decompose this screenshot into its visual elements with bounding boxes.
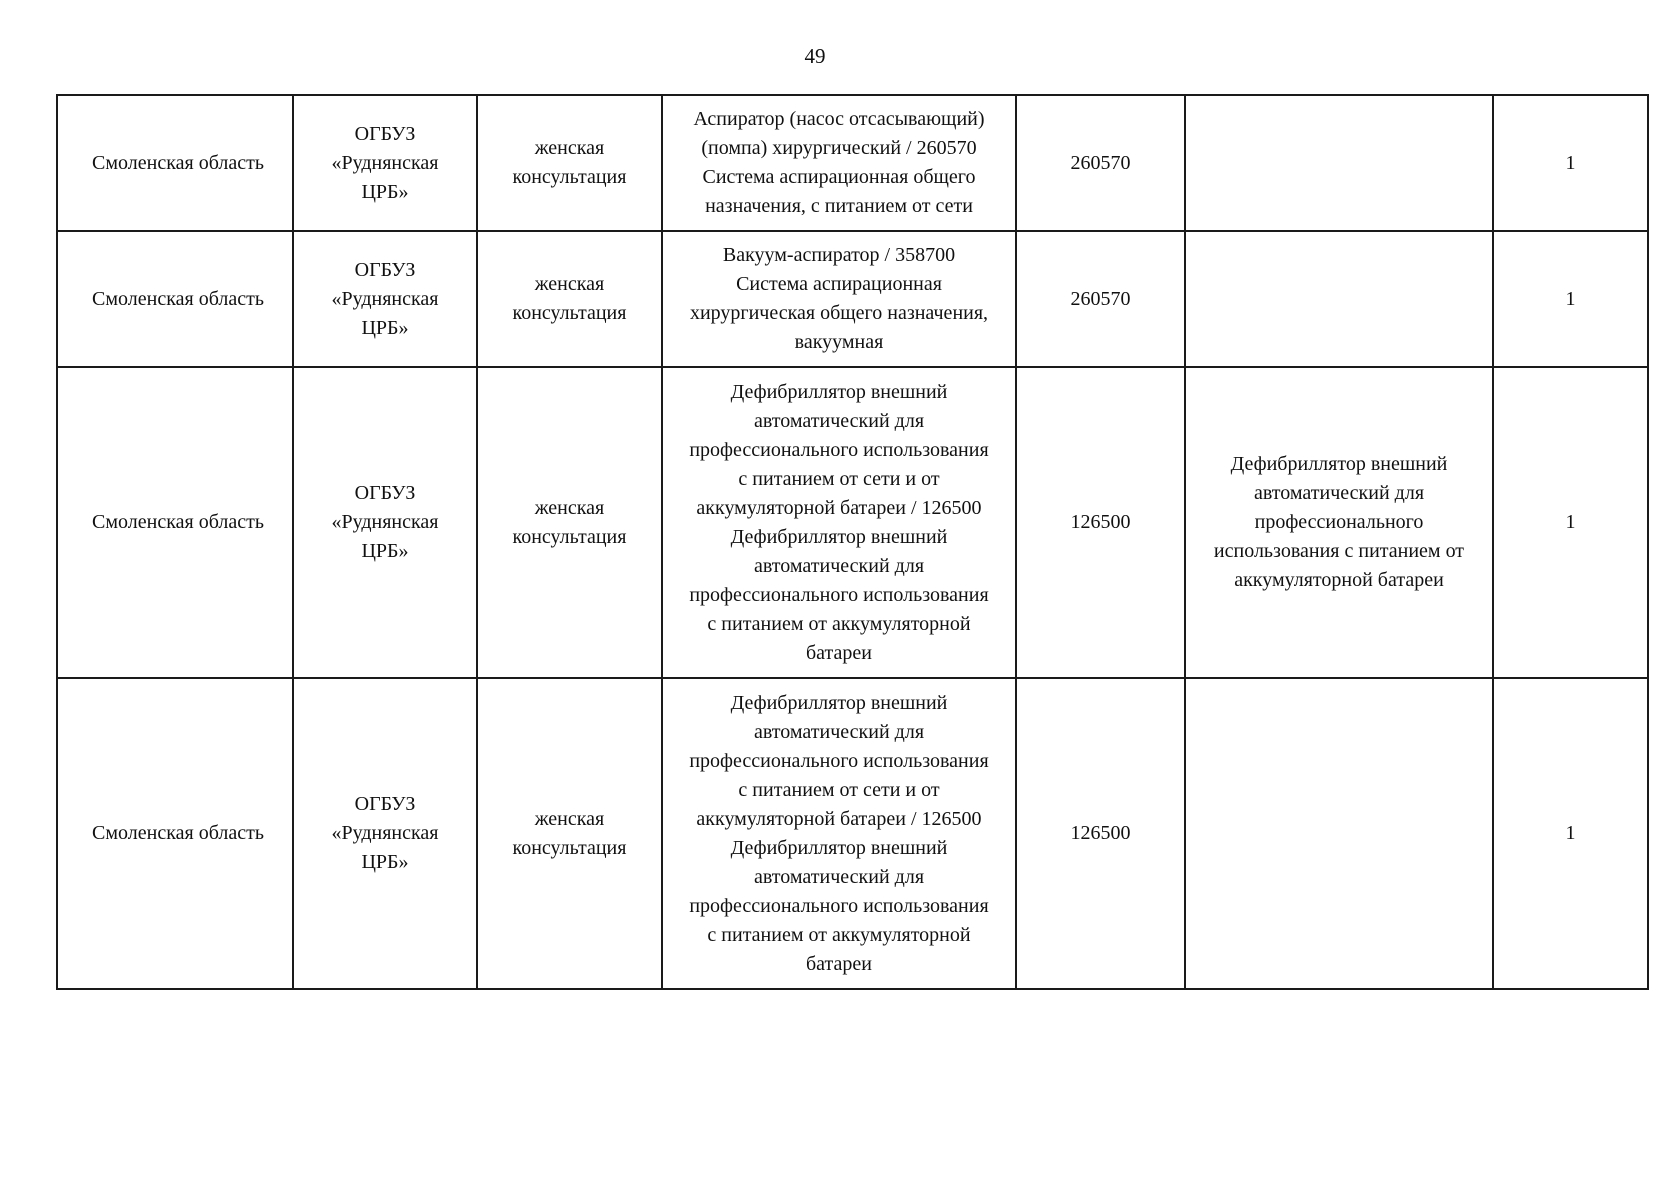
- region-cell: [57, 678, 293, 989]
- quantity-text: 1: [1565, 287, 1576, 310]
- device-line: автоматический для: [753, 865, 925, 888]
- note-line: автоматический для: [1253, 482, 1425, 504]
- organization-line: ЦРБ»: [361, 316, 409, 339]
- device-line: Аспиратор (насос отсасывающий): [693, 108, 985, 130]
- organization-cell: [293, 367, 477, 678]
- device-line: вакуумная: [794, 331, 884, 353]
- organization-cell: [293, 231, 477, 367]
- organization-line: «Руднянская: [331, 822, 439, 844]
- device-line: аккумуляторной батареи / 126500: [696, 496, 982, 519]
- device-line: Дефибриллятор внешний: [730, 836, 948, 859]
- quantity-text: 1: [1565, 511, 1576, 533]
- unit-line: женская: [534, 273, 605, 295]
- organization-line: ОГБУЗ: [354, 258, 416, 281]
- organization-line: ЦРБ»: [361, 540, 409, 562]
- device-cell: [662, 231, 1016, 367]
- organization-line: «Руднянская: [331, 287, 439, 310]
- organization-line: ОГБУЗ: [354, 482, 416, 504]
- unit-line: женская: [534, 137, 605, 159]
- note-cell: [1185, 367, 1493, 678]
- quantity-cell: [1493, 678, 1648, 989]
- organization-line: «Руднянская: [331, 151, 439, 174]
- page-number: 49: [804, 44, 826, 68]
- device-line: Дефибриллятор внешний: [730, 525, 948, 548]
- device-line: хирургическая общего назначения,: [689, 302, 989, 324]
- note-cell: [1185, 231, 1493, 367]
- device-line: Вакуум-аспиратор / 358700: [722, 244, 956, 266]
- device-line: профессионального использования: [689, 749, 989, 772]
- unit-line: консультация: [512, 166, 627, 188]
- device-cell: [662, 95, 1016, 231]
- device-line: с питанием от сети и от: [738, 467, 940, 490]
- device-line: Дефибриллятор внешний: [730, 691, 948, 714]
- quantity-cell: [1493, 367, 1648, 678]
- note-line: использования с питанием от: [1213, 540, 1465, 562]
- region-text: Смоленская область: [92, 822, 264, 844]
- region-text: Смоленская область: [92, 511, 264, 533]
- region-cell: [57, 231, 293, 367]
- unit-line: женская: [534, 496, 605, 519]
- organization-line: ЦРБ»: [361, 851, 409, 873]
- device-line: автоматический для: [753, 409, 925, 432]
- device-line: Система аспирационная общего: [702, 166, 976, 188]
- region-cell: [57, 95, 293, 231]
- equipment-table: [56, 94, 1649, 990]
- device-line: профессионального использования: [689, 438, 989, 461]
- device-line: с питанием от аккумуляторной: [707, 923, 971, 946]
- unit-line: консультация: [512, 836, 627, 859]
- quantity-cell: [1493, 95, 1648, 231]
- unit-line: женская: [534, 807, 605, 830]
- organization-line: ЦРБ»: [361, 180, 409, 203]
- device-cell: [662, 367, 1016, 678]
- region-text: Смоленская область: [92, 151, 264, 174]
- unit-line: консультация: [512, 302, 627, 324]
- organization-line: ОГБУЗ: [354, 793, 416, 815]
- device-line: автоматический для: [753, 720, 925, 743]
- device-line: батареи: [806, 952, 872, 975]
- code-cell: [1016, 678, 1185, 989]
- device-cell: [662, 678, 1016, 989]
- code-cell: [1016, 367, 1185, 678]
- device-line: автоматический для: [753, 554, 925, 577]
- unit-cell: [477, 95, 662, 231]
- table-row: [57, 367, 1648, 678]
- region-cell: [57, 367, 293, 678]
- device-line: (помпа) хирургический / 260570: [701, 137, 977, 159]
- note-line: аккумуляторной батареи: [1234, 569, 1444, 591]
- table-row: [57, 678, 1648, 989]
- table-row: [57, 231, 1648, 367]
- note-line: профессионального: [1254, 511, 1424, 533]
- device-line: профессионального использования: [689, 583, 989, 606]
- code-cell: [1016, 231, 1185, 367]
- organization-cell: [293, 678, 477, 989]
- note-cell: [1185, 678, 1493, 989]
- region-text: Смоленская область: [92, 287, 264, 310]
- code-text: 260570: [1070, 151, 1131, 174]
- device-line: с питанием от аккумуляторной: [707, 612, 971, 635]
- code-text: 260570: [1070, 287, 1131, 310]
- device-line: Дефибриллятор внешний: [730, 380, 948, 403]
- device-line: назначения, с питанием от сети: [705, 195, 973, 217]
- note-cell: [1185, 95, 1493, 231]
- note-line: Дефибриллятор внешний: [1230, 453, 1448, 475]
- quantity-text: 1: [1565, 151, 1576, 174]
- table-row: [57, 95, 1648, 231]
- device-line: с питанием от сети и от: [738, 778, 940, 801]
- code-text: 126500: [1070, 511, 1131, 533]
- device-line: Система аспирационная: [736, 273, 942, 295]
- unit-cell: [477, 231, 662, 367]
- organization-line: «Руднянская: [331, 511, 439, 533]
- organization-line: ОГБУЗ: [354, 122, 416, 145]
- quantity-text: 1: [1565, 822, 1576, 844]
- organization-cell: [293, 95, 477, 231]
- unit-line: консультация: [512, 525, 627, 548]
- device-line: батареи: [806, 641, 872, 664]
- quantity-cell: [1493, 231, 1648, 367]
- device-line: аккумуляторной батареи / 126500: [696, 807, 982, 830]
- code-cell: [1016, 95, 1185, 231]
- unit-cell: [477, 367, 662, 678]
- unit-cell: [477, 678, 662, 989]
- code-text: 126500: [1070, 822, 1131, 844]
- device-line: профессионального использования: [689, 894, 989, 917]
